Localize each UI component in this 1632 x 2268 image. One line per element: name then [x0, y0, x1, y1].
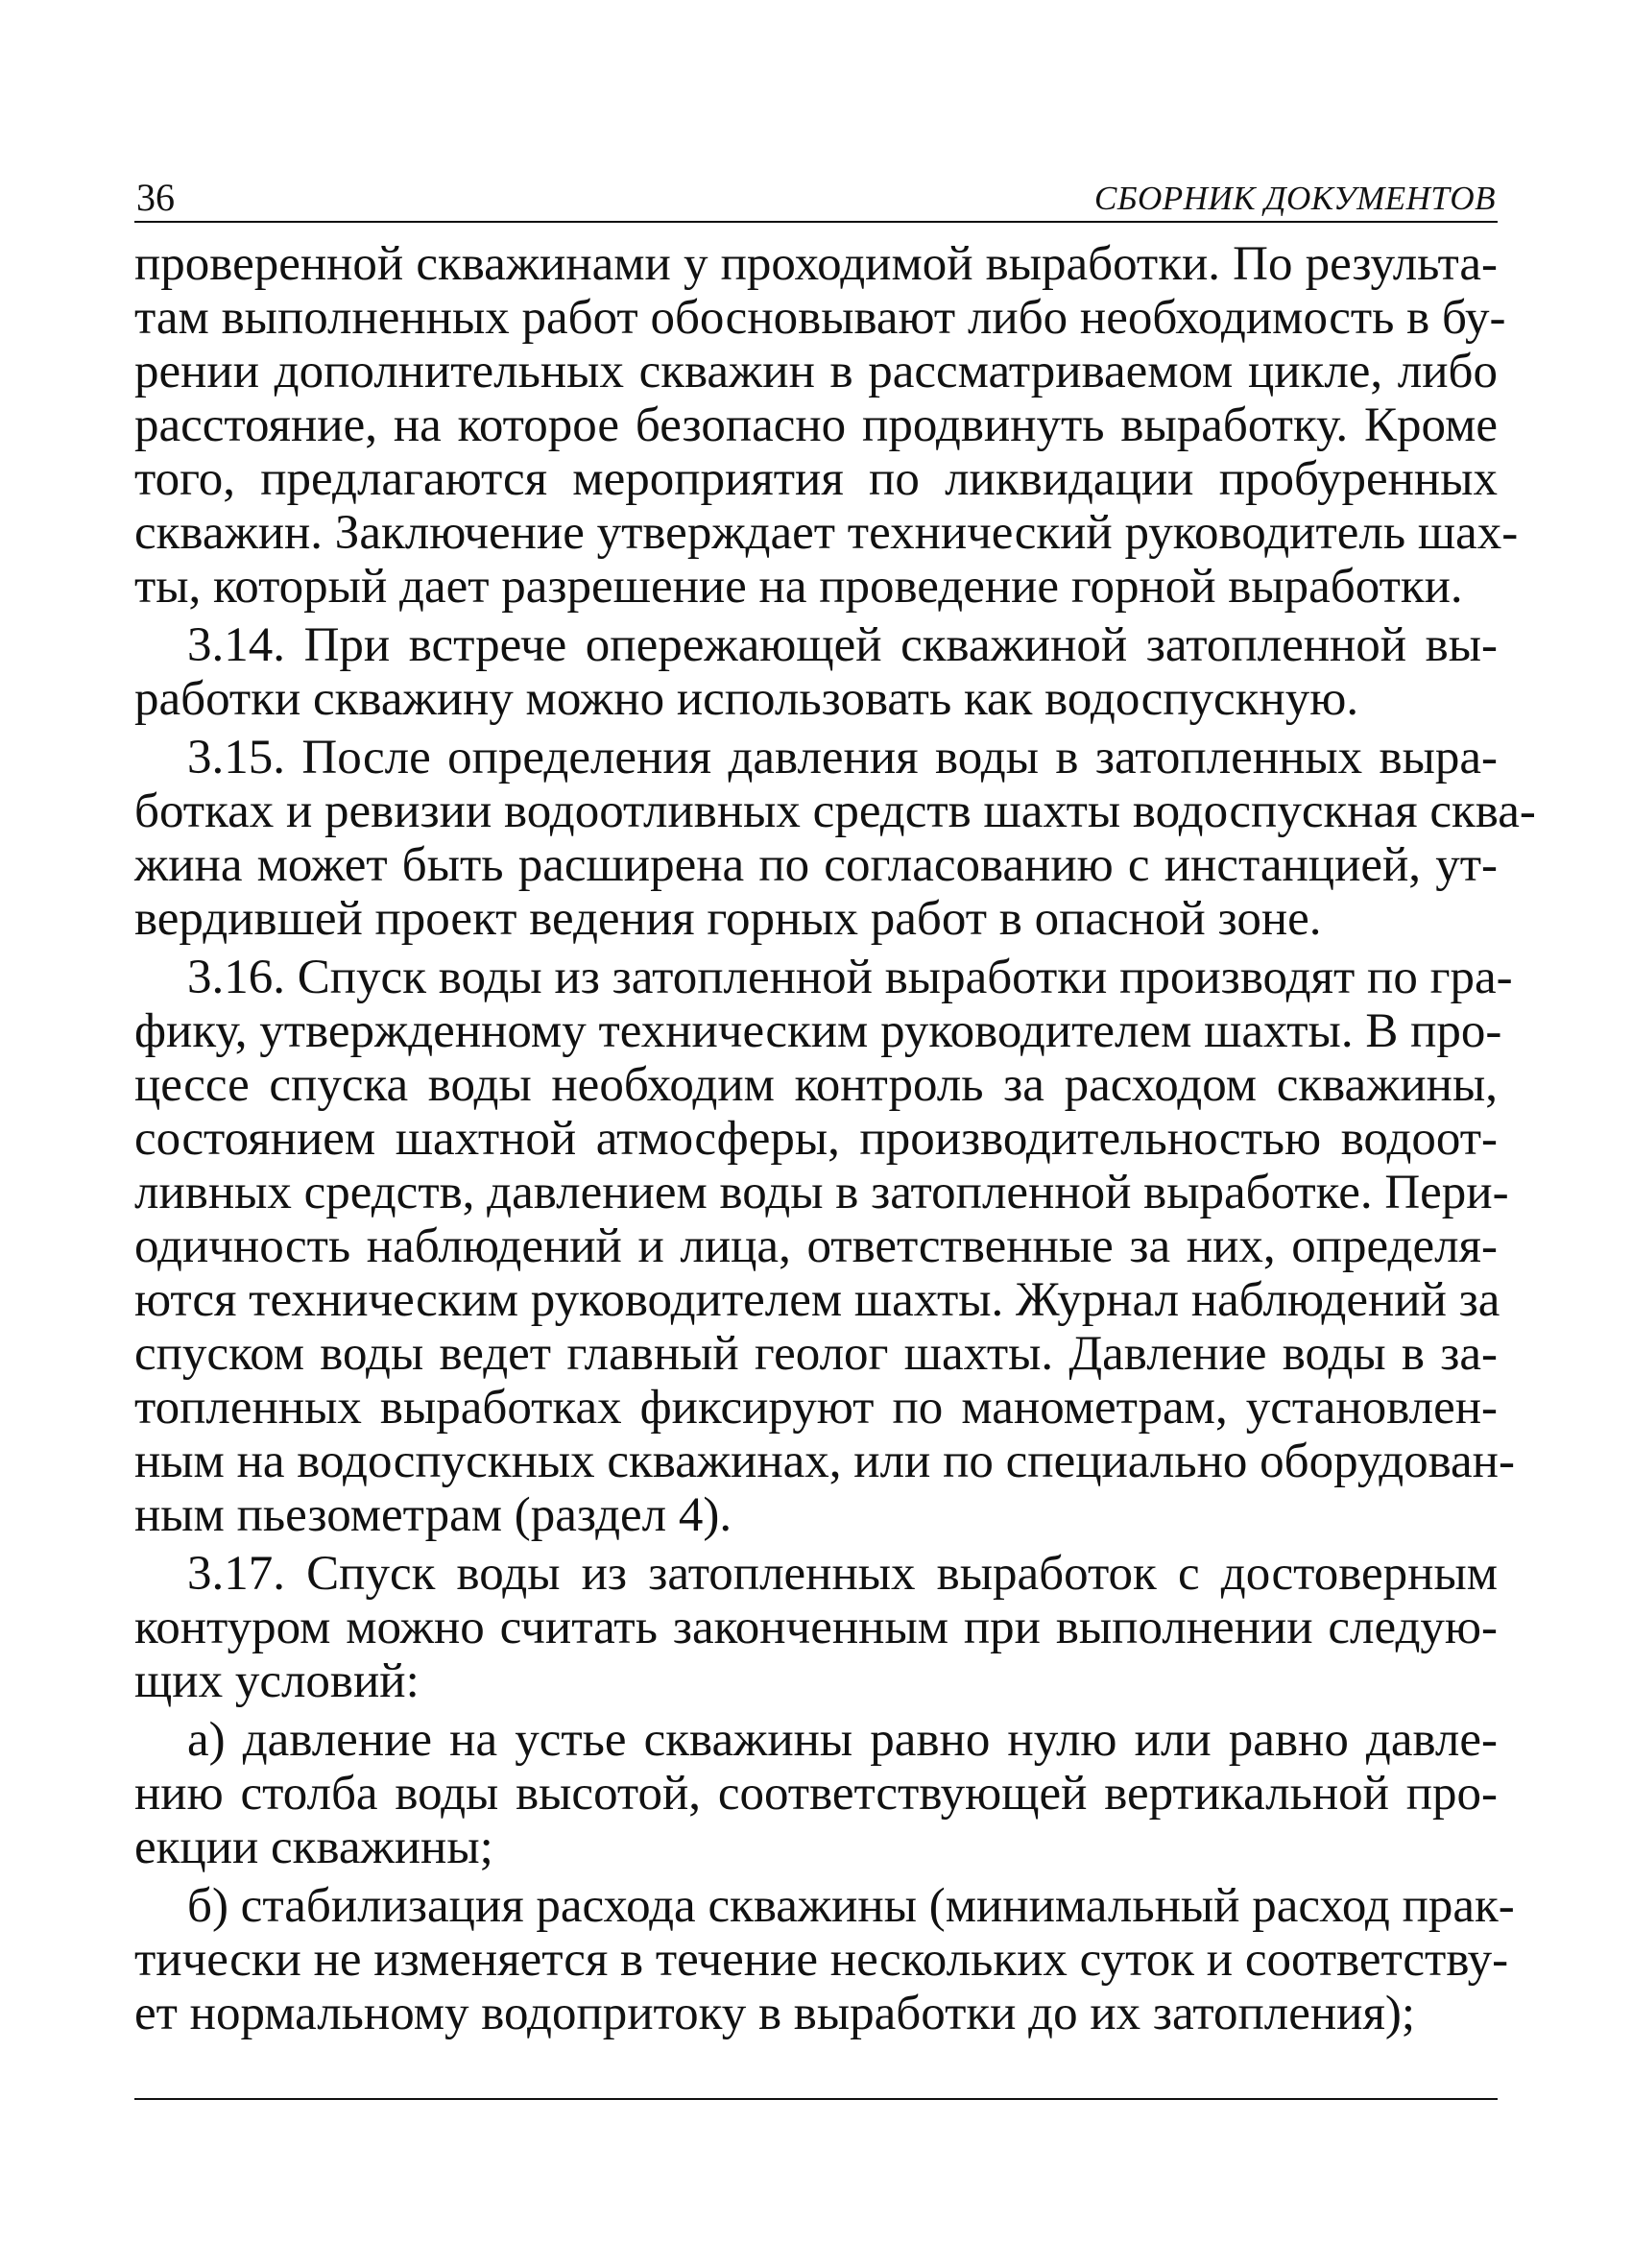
text-line: топленных выработках фиксируют по манометрам, установлен- [134, 1381, 1498, 1435]
running-header [134, 173, 1498, 223]
paragraph-3-14 [134, 618, 1498, 726]
page-number: 36 [136, 176, 175, 219]
text-line: проверенной скважинами у проходимой выработки. По результа- [134, 237, 1498, 291]
text-line: работки скважину можно использовать как водоспускную. [134, 672, 1359, 726]
header-title: СБОРНИК ДОКУМЕНТОВ [1094, 180, 1496, 217]
paragraph-3-16 [134, 951, 1515, 1542]
text-line: контуром можно считать законченным при выполнении следую- [134, 1601, 1498, 1654]
text-line: ботках и ревизии водоотливных средств шахты водоспускная сква- [134, 784, 1536, 838]
page [134, 173, 1536, 2045]
text-line: одичность наблюдений и лица, ответственные за них, определя- [134, 1219, 1498, 1273]
paragraph-item-a [134, 1713, 1498, 1874]
text-line: расстояние, на которое безопасно продвинуть выработку. Кроме [134, 398, 1498, 452]
text-line: спуском воды ведет главный геолог шахты. Давление воды в за- [134, 1327, 1498, 1381]
text-line: екции скважины; [134, 1821, 493, 1874]
text-line: ты, который дает разрешение на проведение горной выработки. [134, 560, 1463, 614]
text-line: 3.15. После определения давления воды в затопленных выра- [187, 731, 1498, 784]
text-line: б) стабилизация расхода скважины (минимальный расход прак- [187, 1879, 1515, 1933]
text-line: ным на водоспускных скважинах, или по специально оборудован- [134, 1435, 1515, 1488]
text-line: нию столба воды высотой, соответствующей вертикальной про- [134, 1767, 1498, 1821]
text-line: фику, утвержденному техническим руководителем шахты. В про- [134, 1004, 1502, 1058]
text-line: 3.14. При встрече опережающей скважиной затопленной вы- [187, 618, 1498, 672]
text-line: 3.17. Спуск воды из затопленных выработок с достоверным [187, 1547, 1498, 1601]
text-line: ным пьезометрам (раздел 4). [134, 1488, 732, 1542]
text-line: ются техническим руководителем шахты. Журнал наблюдений за [134, 1273, 1500, 1327]
text-line: ет нормальному водопритоку в выработки до их затопления); [134, 1987, 1416, 2040]
paragraph-3-17 [134, 1547, 1498, 1708]
text-line: тически не изменяется в течение нескольких суток и соответству- [134, 1933, 1509, 1987]
text-line: состоянием шахтной атмосферы, производительностью водоот- [134, 1112, 1498, 1166]
paragraph-3-15 [134, 731, 1536, 946]
paragraph-intro [134, 237, 1519, 614]
text-line: а) давление на устье скважины равно нулю или равно давле- [187, 1713, 1498, 1767]
text-line: скважин. Заключение утверждает технический руководитель шах- [134, 506, 1519, 560]
text-line: вердившей проект ведения горных работ в опасной зоне. [134, 892, 1322, 946]
text-line: жина может быть расширена по согласованию с инстанцией, ут- [134, 838, 1498, 892]
text-line: того, предлагаются мероприятия по ликвидации пробуренных [134, 452, 1498, 506]
body-text [134, 237, 1536, 2040]
text-line: ливных средств, давлением воды в затопленной выработке. Пери- [134, 1166, 1509, 1219]
text-line: там выполненных работ обосновывают либо необходимость в бу- [134, 291, 1506, 345]
text-line: рении дополнительных скважин в рассматриваемом цикле, либо [134, 345, 1498, 398]
text-line: 3.16. Спуск воды из затопленной выработки производят по гра- [187, 951, 1513, 1004]
text-line: цессе спуска воды необходим контроль за расходом скважины, [134, 1058, 1498, 1112]
footer-rule [134, 2098, 1498, 2100]
text-line: щих условий: [134, 1654, 420, 1708]
paragraph-item-b [134, 1879, 1515, 2040]
